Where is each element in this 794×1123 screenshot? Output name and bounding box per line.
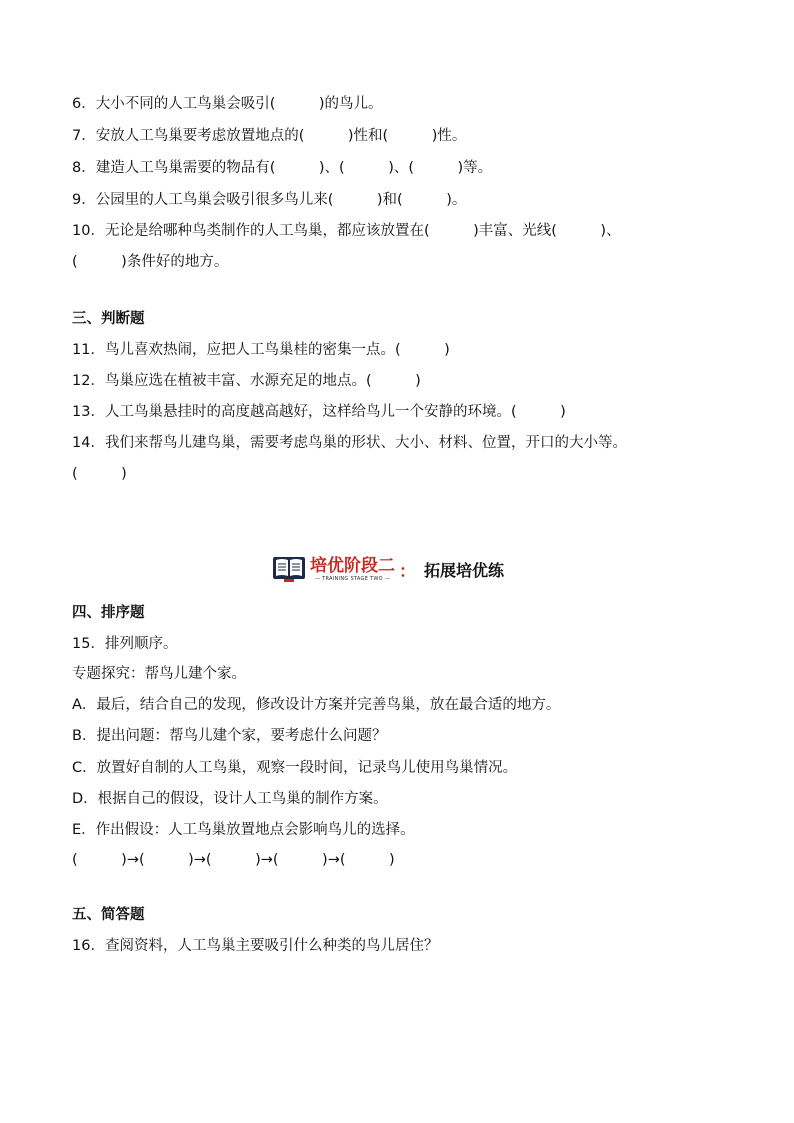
banner-text: 拓展培优练 xyxy=(424,560,505,580)
banner-title: 培优阶段二 xyxy=(310,555,395,576)
option-c: C．放置好自制的人工鸟巢，观察一段时间，记录鸟儿使用鸟巢情况。 xyxy=(72,760,518,776)
question-14: 14．我们来帮鸟儿建鸟巢，需要考虑鸟巢的形状、大小、材料、位置，开口的大小等。 xyxy=(72,435,627,451)
option-d: D．根据自己的假设，设计人工鸟巢的制作方案。 xyxy=(72,791,388,807)
question-11: 11．鸟儿喜欢热闹，应把人工鸟巢桂的密集一点。( ) xyxy=(72,342,450,358)
section-heading-short-answer: 五、简答题 xyxy=(72,907,145,923)
question-10: 10．无论是给哪种鸟类制作的人工鸟巢，都应该放置在( )丰富、光线( )、 xyxy=(72,223,621,239)
question-13: 13．人工鸟巢悬挂时的高度越高越好，这样给鸟儿一个安静的环境。( ) xyxy=(72,404,566,420)
question-16: 16．查阅资料，人工鸟巢主要吸引什么种类的鸟儿居住？ xyxy=(72,938,439,954)
question-12: 12．鸟巢应选在植被丰富、水源充足的地点。( ) xyxy=(72,373,421,389)
question-7: 7．安放人工鸟巢要考虑放置地点的( )性和( )性。 xyxy=(72,128,467,144)
question-6: 6．大小不同的人工鸟巢会吸引( )的鸟儿。 xyxy=(72,96,383,112)
question-9: 9．公园里的人工鸟巢会吸引很多鸟儿来( )和( )。 xyxy=(72,192,467,208)
banner-separator: ： xyxy=(399,561,416,582)
banner-subtitle: — TRAINING STAGE TWO — xyxy=(314,575,391,582)
banner-title-group xyxy=(310,556,395,583)
option-b: B．提出问题：帮鸟儿建个家，要考虑什么问题？ xyxy=(72,728,387,744)
section-heading-judgement: 三、判断题 xyxy=(72,311,145,327)
question-15: 15．排列顺序。 xyxy=(72,636,178,652)
question-14-answer: ( ) xyxy=(72,466,127,482)
question-10-continued: ( )条件好的地方。 xyxy=(72,254,229,270)
option-e: E．作出假设：人工鸟巢放置地点会影响鸟儿的选择。 xyxy=(72,822,415,838)
topic-line: 专题探究：帮鸟儿建个家。 xyxy=(72,666,246,682)
question-8: 8．建造人工鸟巢需要的物品有( )、( )、( )等。 xyxy=(72,160,493,176)
stage-banner xyxy=(272,552,504,586)
book-icon xyxy=(272,554,306,584)
ordering-answer-line: ( )→( )→( )→( )→( ) xyxy=(72,852,395,868)
section-heading-ordering: 四、排序题 xyxy=(72,605,145,621)
option-a: A．最后，结合自己的发现，修改设计方案并完善鸟巢，放在最合适的地方。 xyxy=(72,697,561,713)
